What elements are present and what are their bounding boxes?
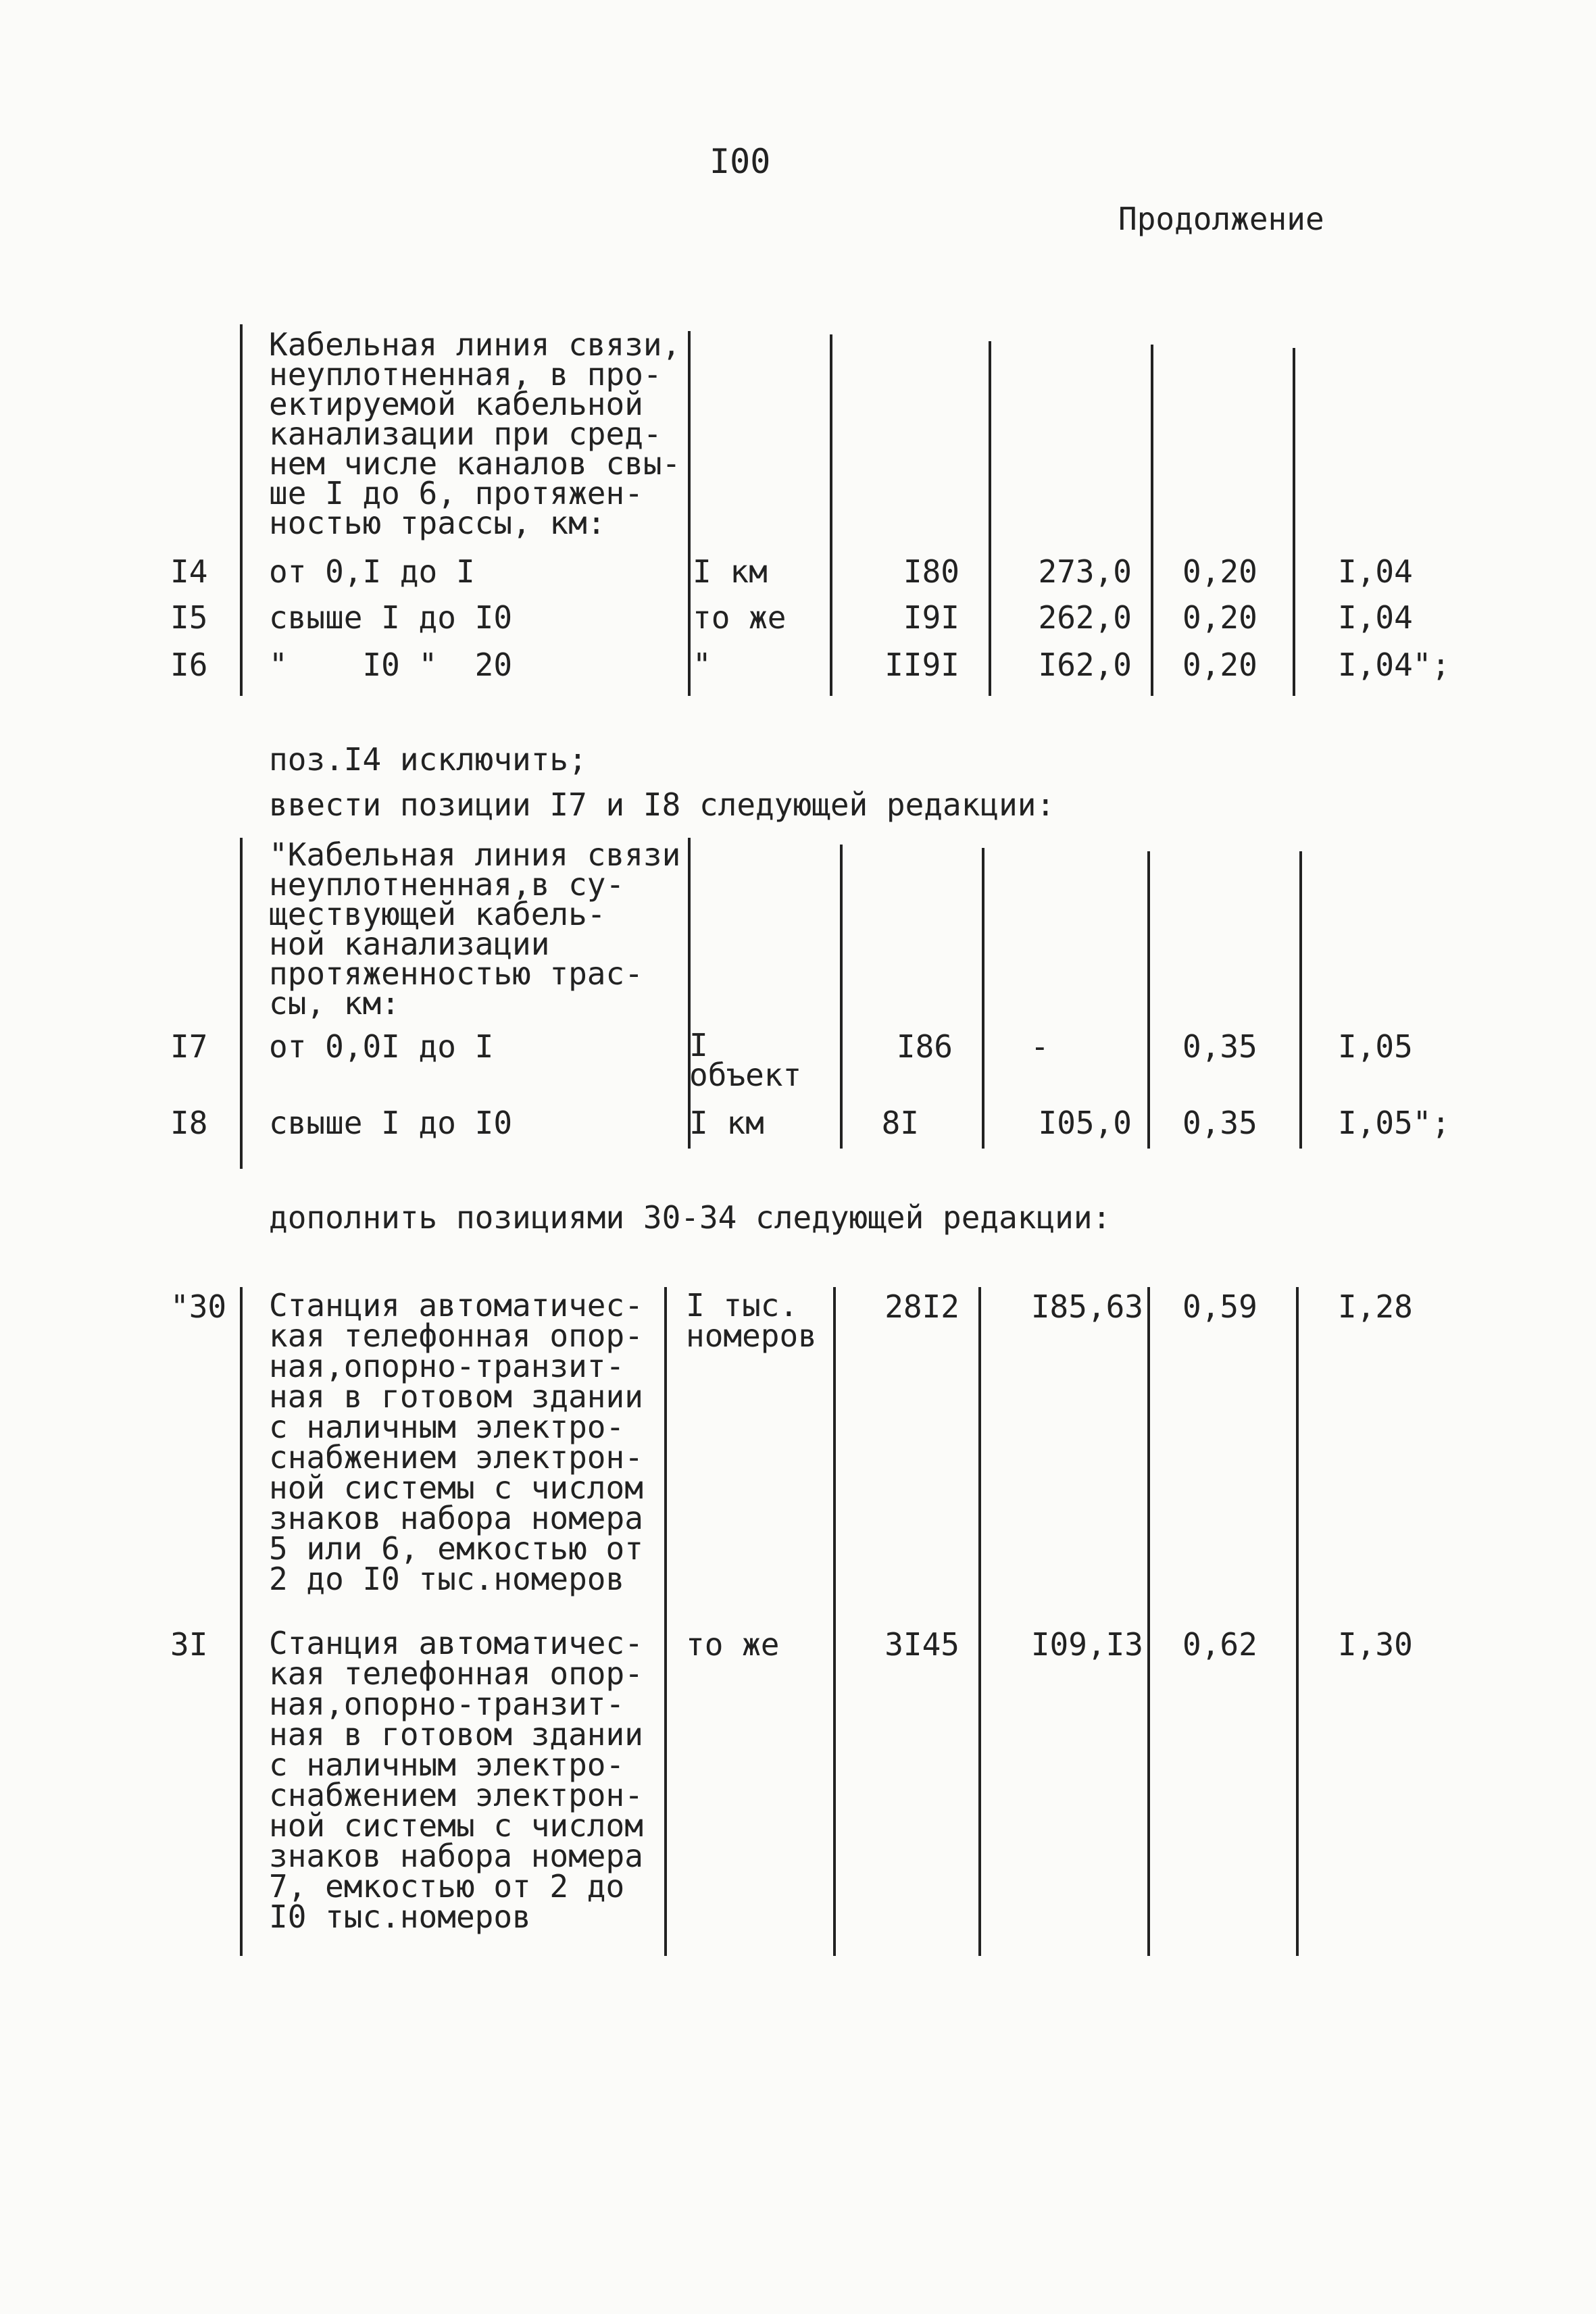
value-2: 273,0 xyxy=(1038,553,1132,590)
divider-line xyxy=(688,838,691,1149)
divider-line xyxy=(833,1287,836,1956)
divider-line xyxy=(1147,1287,1150,1956)
divider-line xyxy=(1299,851,1302,1149)
divider-line xyxy=(1293,348,1295,696)
value-2: I05,0 xyxy=(1038,1105,1132,1141)
value-3: 0,20 xyxy=(1182,553,1257,590)
value-4: I,04 xyxy=(1338,599,1413,636)
divider-line xyxy=(830,334,832,696)
value-4: I,04 xyxy=(1338,553,1413,590)
table-2-description: "Кабельная линия связи неуплотненная,в су- ществующей кабель- ной канализации протяженностью трас- сы, км: xyxy=(269,836,681,1022)
value-1: I86 xyxy=(896,1028,953,1065)
continuation-label: Продолжение xyxy=(1118,201,1324,237)
unit: I тыс. номеров xyxy=(686,1287,817,1354)
item-name: от 0,0I до I xyxy=(269,1028,494,1065)
unit: I км xyxy=(693,553,768,590)
note-append: дополнить позициями 30-34 следующей редакции: xyxy=(269,1199,1112,1236)
value-4: I,28 xyxy=(1338,1288,1413,1325)
position-number: I6 xyxy=(170,647,208,683)
note-insert: ввести позиции I7 и I8 следующей редакции: xyxy=(269,786,1055,823)
unit: то же xyxy=(693,599,787,636)
value-3: 0,20 xyxy=(1182,647,1257,683)
divider-line xyxy=(989,341,991,696)
value-1: 3I45 xyxy=(884,1626,959,1663)
value-2: 262,0 xyxy=(1038,599,1132,636)
value-4: I,04"; xyxy=(1338,647,1451,683)
value-4: I,05"; xyxy=(1338,1105,1451,1141)
value-2: I09,I3 xyxy=(1030,1626,1143,1663)
unit: " xyxy=(693,647,712,683)
value-3: 0,35 xyxy=(1182,1105,1257,1141)
value-1: 28I2 xyxy=(884,1288,959,1325)
note-exclude: поз.I4 исключить; xyxy=(269,741,587,778)
divider-line xyxy=(840,845,843,1149)
unit: I км xyxy=(689,1105,764,1141)
item-name: от 0,I до I xyxy=(269,553,475,590)
divider-line xyxy=(240,324,243,696)
value-4: I,30 xyxy=(1338,1626,1413,1663)
value-1: I9I xyxy=(903,599,959,636)
position-number: I5 xyxy=(170,599,208,636)
divider-line xyxy=(664,1287,667,1956)
value-1: II9I xyxy=(884,647,959,683)
value-1: I80 xyxy=(903,553,959,590)
value-3: 0,20 xyxy=(1182,599,1257,636)
value-2: I62,0 xyxy=(1038,647,1132,683)
position-number: 3I xyxy=(170,1626,208,1663)
value-3: 0,62 xyxy=(1182,1626,1257,1663)
item-name: Станция автоматичес- кая телефонная опор- ная,опорно-транзит- ная в готовом здании с наличным электро- снабжением электрон- ной системы с числом знаков набора номера 5 или 6, емкостью от 2 до I0 тыс.номеров xyxy=(269,1287,643,1597)
divider-line xyxy=(240,838,243,1169)
item-name: Станция автоматичес- кая телефонная опор- ная,опорно-транзит- ная в готовом здании с наличным электро- снабжением электрон- ной системы с числом знаков набора номера 7, емкостью от 2 до I0 тыс.номеров xyxy=(269,1625,643,1935)
position-number: I8 xyxy=(170,1105,208,1141)
value-2: I85,63 xyxy=(1030,1288,1143,1325)
divider-line xyxy=(1147,851,1150,1149)
value-1: 8I xyxy=(881,1105,919,1141)
divider-line xyxy=(1296,1287,1299,1956)
divider-line xyxy=(978,1287,981,1956)
page-number: I00 xyxy=(709,142,771,181)
position-number: I7 xyxy=(170,1028,208,1065)
item-name: свыше I до I0 xyxy=(269,599,513,636)
value-2: - xyxy=(1030,1028,1049,1065)
position-number: "30 xyxy=(170,1288,227,1325)
value-3: 0,35 xyxy=(1182,1028,1257,1065)
table-1-description: Кабельная линия связи, неуплотненная, в про- ектируемой кабельной канализации при сред- нем числе каналов свы- ше I до 6, протяжен- ностью трассы, км: xyxy=(269,326,681,541)
item-name: свыше I до I0 xyxy=(269,1105,513,1141)
divider-line xyxy=(982,848,984,1149)
value-4: I,05 xyxy=(1338,1028,1413,1065)
unit: то же xyxy=(686,1626,780,1663)
divider-line xyxy=(240,1287,243,1956)
divider-line xyxy=(688,331,691,696)
value-3: 0,59 xyxy=(1182,1288,1257,1325)
position-number: I4 xyxy=(170,553,208,590)
unit: I объект xyxy=(689,1027,802,1093)
item-name: " I0 " 20 xyxy=(269,647,513,683)
divider-line xyxy=(1151,345,1153,696)
